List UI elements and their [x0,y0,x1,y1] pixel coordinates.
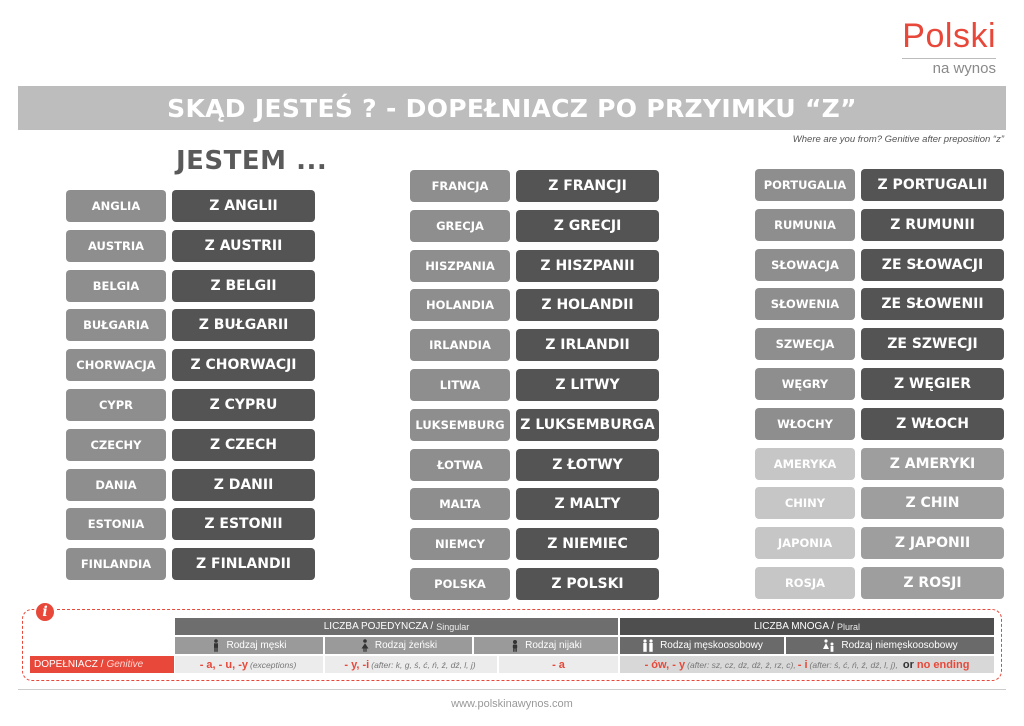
jestem-heading: JESTEM ... [176,146,328,176]
country-name: ESTONIA [66,508,166,540]
country-genitive-form: Z HISZPANII [516,250,659,282]
gender-masculine-personal-label: Rodzaj męskoosobowy [660,640,763,651]
male-icon [211,639,221,652]
country-name: SŁOWENIA [755,288,855,320]
country-genitive-form: Z JAPONII [861,527,1004,559]
ending-plural-main-1: - ów, - y [644,658,686,671]
ending-feminine [325,656,497,673]
gender-masculine-label: Rodzaj męski [226,640,287,651]
country-name: LITWA [410,369,510,401]
singular-header [175,618,618,635]
country-name: ROSJA [755,567,855,599]
country-genitive-form: ZE SZWECJI [861,328,1004,360]
ending-masculine [175,656,323,673]
country-genitive-form: Z GRECJI [516,210,659,242]
country-genitive-form: Z AUSTRII [172,230,315,262]
country-genitive-form: Z ROSJI [861,567,1004,599]
gender-neuter-label: Rodzaj nijaki [525,640,582,651]
country-name: ŁOTWA [410,449,510,481]
ending-plural-main-2: - i [797,658,808,671]
country-genitive-form: Z NIEMIEC [516,528,659,560]
logo-subtitle: na wynos [902,58,996,78]
ending-feminine-note: (after: k, g, ś, ć, ń, ź, dź, l, j) [371,659,476,670]
ending-masculine-main: - a, - u, -y [199,658,248,671]
page-subtitle: Where are you from? Genitive after preposition “z” [792,134,1004,145]
gender-feminine-label: Rodzaj żeński [374,640,438,651]
plural-header [620,618,994,635]
country-genitive-form: Z ŁOTWY [516,449,659,481]
country-name: DANIA [66,469,166,501]
country-genitive-form: Z AMERYKI [861,448,1004,480]
country-genitive-form: Z POLSKI [516,568,659,600]
country-genitive-form: Z WĘGIER [861,368,1004,400]
country-name: FRANCJA [410,170,510,202]
country-genitive-form: Z HOLANDII [516,289,659,321]
men-group-icon [641,639,655,652]
gender-neuter [474,637,618,654]
country-name: WĘGRY [755,368,855,400]
footer-url[interactable]: www.polskinawynos.com [451,698,573,710]
country-genitive-form: Z LUKSEMBURGA [516,409,659,441]
country-name: POLSKA [410,568,510,600]
country-name: CYPR [66,389,166,421]
country-name: GRECJA [410,210,510,242]
gender-masculine-personal [620,637,784,654]
plural-label: LICZBA MNOGA / [753,621,834,632]
gender-feminine [325,637,472,654]
country-name: ANGLIA [66,190,166,222]
genitive-label-en: Genitive [106,659,144,670]
plural-label-en: Plural [837,621,861,632]
ending-plural-main-3: no ending [916,658,970,671]
ending-plural [620,656,994,673]
country-genitive-form: Z IRLANDII [516,329,659,361]
logo-title: Polski [902,17,996,55]
ending-plural-or: or [902,658,914,671]
footer-divider [18,689,1006,690]
ending-plural-note-2: (after: ś, ć, ń, ź, dź, l, j), [809,659,898,670]
country-name: CHORWACJA [66,349,166,381]
country-name: BELGIA [66,270,166,302]
country-genitive-form: Z BUŁGARII [172,309,315,341]
info-icon: i [34,601,56,623]
title-bar [18,86,1006,130]
country-name: HOLANDIA [410,289,510,321]
gender-non-masculine-personal [786,637,994,654]
ending-masculine-note: (exceptions) [249,659,297,670]
country-name: CHINY [755,487,855,519]
country-genitive-form: Z LITWY [516,369,659,401]
ending-neuter [499,656,618,673]
country-genitive-form: ZE SŁOWENII [861,288,1004,320]
child-icon [510,639,520,652]
country-genitive-form: Z ESTONII [172,508,315,540]
country-name: HISZPANIA [410,250,510,282]
ending-neuter-main: - a [552,658,565,671]
country-name: AUSTRIA [66,230,166,262]
country-name: WŁOCHY [755,408,855,440]
country-genitive-form: Z CZECH [172,429,315,461]
ending-feminine-main: - y, -i [344,658,370,671]
gender-masculine [175,637,323,654]
singular-label: LICZBA POJEDYNCZA / [323,621,434,632]
country-genitive-form: Z BELGII [172,270,315,302]
country-genitive-form: Z CYPRU [172,389,315,421]
country-genitive-form: Z PORTUGALII [861,169,1004,201]
country-genitive-form: Z ANGLII [172,190,315,222]
country-name: JAPONIA [755,527,855,559]
brand-logo [902,18,996,78]
country-name: MALTA [410,488,510,520]
genitive-row-label [30,656,174,673]
country-name: NIEMCY [410,528,510,560]
country-name: LUKSEMBURG [410,409,510,441]
country-genitive-form: Z FINLANDII [172,548,315,580]
genitive-label: DOPEŁNIACZ / [34,659,104,670]
family-icon [822,639,836,652]
female-icon [360,639,370,652]
country-genitive-form: ZE SŁOWACJI [861,249,1004,281]
country-genitive-form: Z DANII [172,469,315,501]
singular-label-en: Singular [436,621,470,632]
ending-plural-note-1: (after: sz, cz, dz, dż, ż, rz, c), [687,659,796,670]
country-name: SŁOWACJA [755,249,855,281]
country-genitive-form: Z FRANCJI [516,170,659,202]
country-genitive-form: Z WŁOCH [861,408,1004,440]
country-name: PORTUGALIA [755,169,855,201]
country-genitive-form: Z MALTY [516,488,659,520]
country-genitive-form: Z CHORWACJI [172,349,315,381]
page-title: SKĄD JESTEŚ ? - DOPEŁNIACZ PO PRZYIMKU “Z” [167,93,857,123]
country-name: BUŁGARIA [66,309,166,341]
country-genitive-form: Z CHIN [861,487,1004,519]
gender-non-masculine-personal-label: Rodzaj niemęskoosobowy [841,640,958,651]
country-name: SZWECJA [755,328,855,360]
country-name: RUMUNIA [755,209,855,241]
country-name: AMERYKA [755,448,855,480]
country-name: CZECHY [66,429,166,461]
country-name: IRLANDIA [410,329,510,361]
country-genitive-form: Z RUMUNII [861,209,1004,241]
country-name: FINLANDIA [66,548,166,580]
